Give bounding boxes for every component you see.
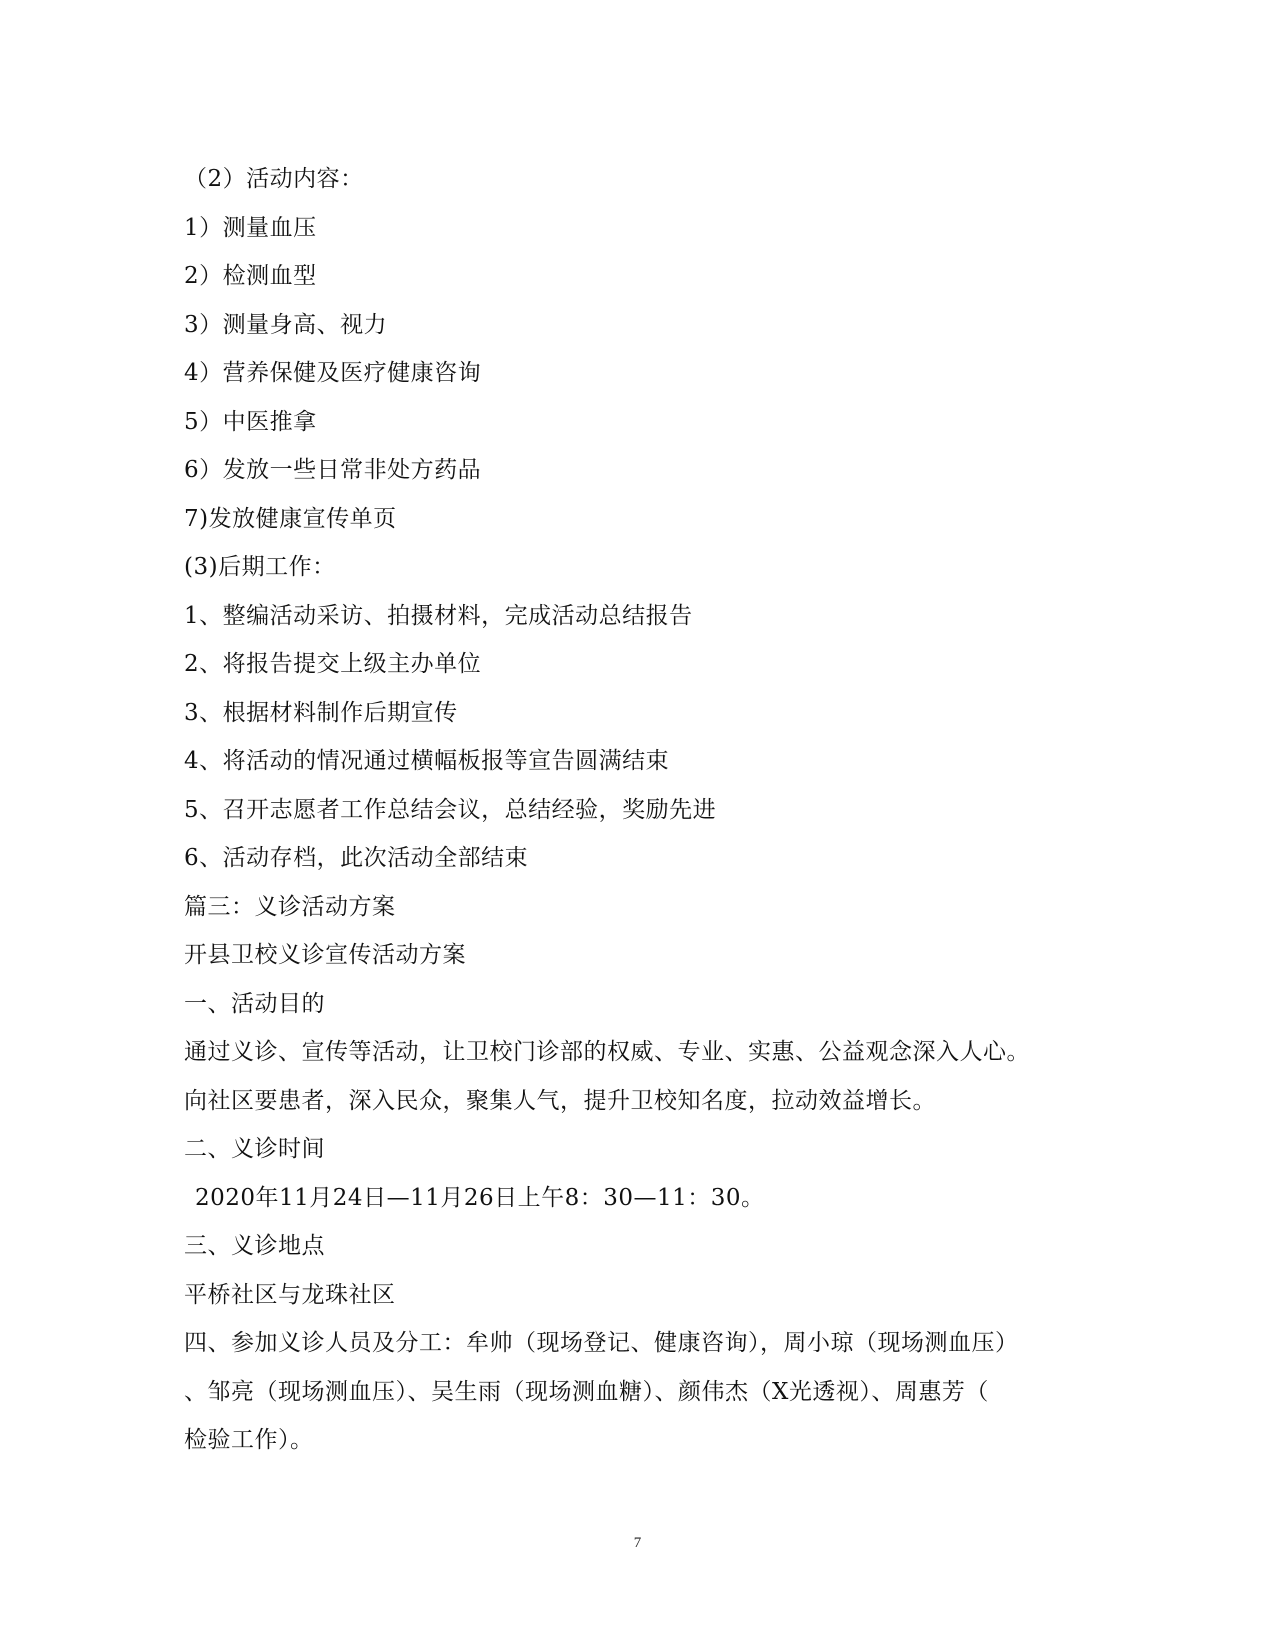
text-line: 2020年11月24日—11月26日上午8：30—11：30。 <box>195 1184 765 1211</box>
document-body <box>184 155 1084 1465</box>
text-line: 7)发放健康宣传单页 <box>184 505 397 532</box>
section-heading: 篇三：义诊活动方案 <box>184 893 396 920</box>
text-line: （2）活动内容： <box>184 166 364 192</box>
section-heading: 二、义诊时间 <box>184 1136 325 1162</box>
text-line: 2、将报告提交上级主办单位 <box>184 651 482 677</box>
text-line: 2）检测血型 <box>184 263 317 289</box>
text-line: 4、将活动的情况通过横幅板报等宣告圆满结束 <box>184 748 670 774</box>
text-line: 6）发放一些日常非处方药品 <box>184 457 482 483</box>
text-line: 5、召开志愿者工作总结会议，总结经验，奖励先进 <box>184 796 717 823</box>
section-heading: 一、活动目的 <box>184 990 325 1017</box>
text-line: 平桥社区与龙珠社区 <box>184 1281 396 1308</box>
text-line: 通过义诊、宣传等活动，让卫校门诊部的权威、专业、实惠、公益观念深入人心。 <box>184 1039 1030 1065</box>
section-heading: 四、参加义诊人员及分工：牟帅（现场登记、健康咨询），周小琼（现场测血压） <box>184 1330 1019 1356</box>
text-line: 3）测量身高、视力 <box>184 311 388 338</box>
text-line: 4）营养保健及医疗健康咨询 <box>184 360 482 386</box>
text-line: 6、活动存档，此次活动全部结束 <box>184 845 529 871</box>
text-line: 检验工作）。 <box>184 1427 314 1453</box>
text-line: 3、根据材料制作后期宣传 <box>184 699 458 726</box>
text-line: (3)后期工作： <box>184 554 336 580</box>
text-line: 1）测量血压 <box>184 214 317 241</box>
text-line: 5）中医推拿 <box>184 408 317 435</box>
page-number: 7 <box>633 1535 642 1551</box>
text-line: 向社区要患者，深入民众，聚集人气，提升卫校知名度，拉动效益增长。 <box>184 1087 936 1114</box>
section-heading: 三、义诊地点 <box>184 1233 325 1259</box>
text-line: 、邹亮（现场测血压）、吴生雨（现场测血糖）、颜伟杰（X光透视）、周惠芳（ <box>184 1378 989 1405</box>
document-title: 开县卫校义诊宣传活动方案 <box>184 942 466 968</box>
text-line: 1、整编活动采访、拍摄材料，完成活动总结报告 <box>184 602 693 629</box>
